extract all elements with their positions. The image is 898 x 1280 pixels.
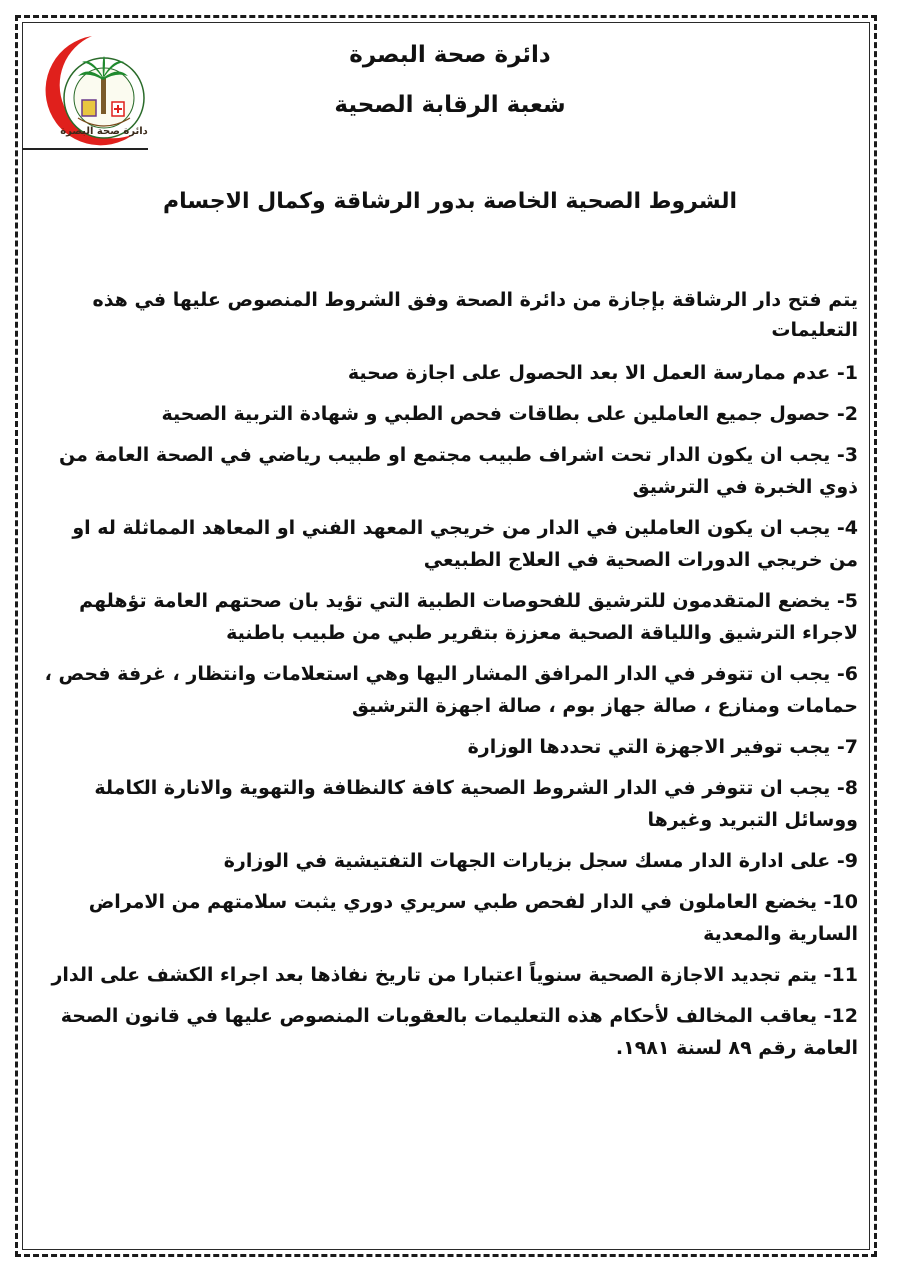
condition-text: عدم ممارسة العمل الا بعد الحصول على اجازة صحية	[347, 362, 831, 384]
condition-item	[38, 658, 858, 722]
intro-paragraph: يتم فتح دار الرشاقة بإجازة من دائرة الصحة وفق الشروط المنصوص عليها في هذه التعليمات	[92, 289, 858, 341]
condition-number: 6-	[836, 663, 858, 685]
condition-item	[38, 512, 858, 576]
condition-text: يجب ان تتوفر في الدار المرافق المشار اليها وهي استعلامات وانتظار ، غرفة فحص ، حمامات ومنازع ، صالة جهاز بوم ، صالة اجهزة الترشيق	[44, 663, 858, 717]
condition-item	[38, 845, 858, 877]
condition-number: 5-	[836, 590, 858, 612]
condition-number: 11-	[823, 964, 858, 986]
condition-item	[38, 959, 858, 991]
basra-health-logo-icon	[22, 30, 152, 150]
condition-number: 9-	[836, 850, 858, 872]
condition-number: 1-	[836, 362, 858, 384]
condition-text: على ادارة الدار مسك سجل بزيارات الجهات التفتيشية في الوزارة	[223, 850, 831, 872]
condition-number: 10-	[823, 891, 858, 913]
condition-number: 7-	[836, 736, 858, 758]
condition-text: يجب ان يكون الدار تحت اشراف طبيب مجتمع او طبيب رياضي في الصحة العامة من ذوي الخبرة في الترشيق	[59, 444, 858, 498]
condition-number: 8-	[836, 777, 858, 799]
condition-text: يعاقب المخالف لأحكام هذه التعليمات بالعقوبات المنصوص عليها في قانون الصحة العامة رقم ٨٩ لسنة ١٩٨١.	[60, 1005, 858, 1059]
document-title: الشروط الصحية الخاصة بدور الرشاقة وكمال الاجسام	[162, 189, 738, 214]
condition-text: يجب ان تتوفر في الدار الشروط الصحية كافة كالنظافة والتهوية والانارة الكاملة ووسائل التبريد وغيرها	[94, 777, 858, 831]
condition-text: حصول جميع العاملين على بطاقات فحص الطبي و شهادة التربية الصحية	[161, 403, 831, 425]
condition-text: يخضع المتقدمون للترشيق للفحوصات الطبية التي تؤيد بان صحتهم العامة تؤهلهم لاجراء الترشيق واللياقة الصحية معززة بتقرير طبي من طبيب باطنية	[79, 590, 858, 644]
condition-text: يتم تجديد الاجازة الصحية سنوياً اعتبارا من تاريخ نفاذها بعد اجراء الكشف على الدار	[51, 964, 818, 986]
condition-item	[38, 772, 858, 836]
condition-number: 4-	[836, 517, 858, 539]
logo-underline	[22, 148, 148, 150]
condition-number: 3-	[836, 444, 858, 466]
condition-text: يخضع العاملون في الدار لفحص طبي سريري دوري يثبت سلامتهم من الامراض السارية والمعدية	[88, 891, 858, 945]
condition-item	[38, 731, 858, 763]
document-body	[38, 285, 858, 1073]
condition-text: يجب ان يكون العاملين في الدار من خريجي المعهد الفني او المعاهد المماثلة له او من خريجي الدورات الصحية في العلاج الطبيعي	[72, 517, 858, 571]
condition-item	[38, 357, 858, 389]
condition-item	[38, 886, 858, 950]
division-title: شعبة الرقابة الصحية	[334, 92, 566, 118]
condition-item	[38, 439, 858, 503]
condition-text: يجب توفير الاجهزة التي تحددها الوزارة	[467, 736, 831, 758]
condition-number: 12-	[823, 1005, 858, 1027]
condition-item	[38, 585, 858, 649]
condition-item	[38, 1000, 858, 1064]
directorate-title: دائرة صحة البصرة	[349, 42, 551, 68]
condition-number: 2-	[836, 403, 858, 425]
condition-item	[38, 398, 858, 430]
logo-text: دائرة صحة البصرة	[60, 126, 148, 137]
